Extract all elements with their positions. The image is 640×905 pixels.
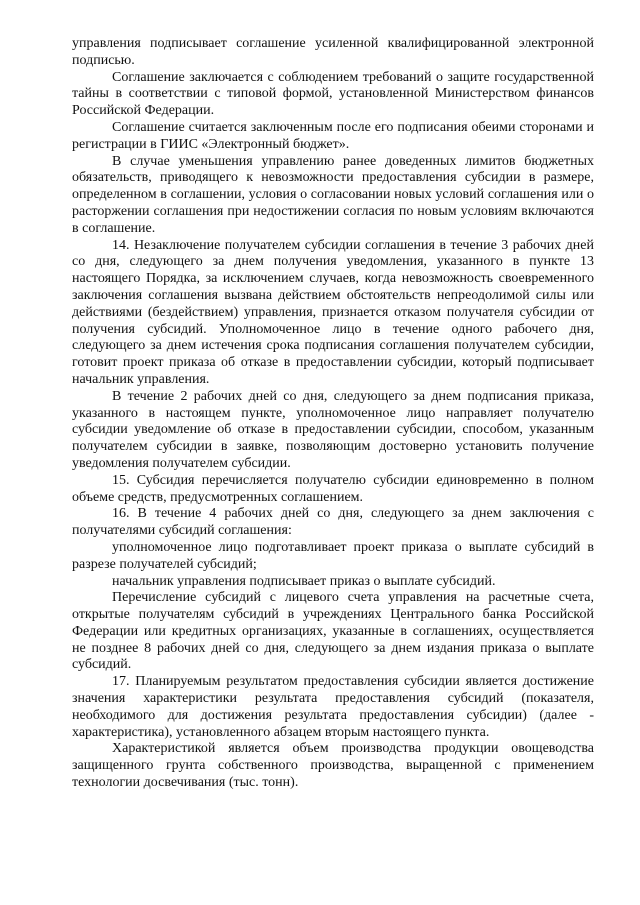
paragraph-item-15: 15. Субсидия перечисляется получателю субсидии единовременно в полном объеме средств, предусмотренных соглашением. bbox=[72, 472, 594, 505]
paragraph-state-secret: Соглашение заключается с соблюдением требований о защите государственной тайны в соответствии с типовой формой, установленной Министерством финансов Российской Федерации. bbox=[72, 69, 594, 119]
paragraph-sign-order: начальник управления подписывает приказ о выплате субсидий. bbox=[112, 573, 496, 589]
paragraph-draft-order: уполномоченное лицо подготавливает проект приказа о выплате субсидий в разрезе получателей субсидий; bbox=[72, 539, 594, 572]
paragraph-limits-reduction: В случае уменьшения управлению ранее доведенных лимитов бюджетных обязательств, приводящего к невозможности предоставления субсидии в размере, определенном в соглашении, условия о согласовании новых условий соглашения или о расторжении соглашения при недостижении согласия по новым условиям включаются в соглашение. bbox=[72, 153, 594, 236]
paragraph-signature-continuation: управления подписывает соглашение усиленной квалифицированной электронной подписью. bbox=[72, 36, 594, 68]
paragraph-item-14: 14. Незаключение получателем субсидии соглашения в течение 3 рабочих дней со дня, следующего за днем получения уведомления, указанного в пункте 13 настоящего Порядка, за исключением случаев, когда невозможность своевременного заключения соглашения вызвана действием обстоятельств непреодолимой силы или действиями (бездействием) управления, признается отказом получателя субсидии от получения субсидий. Уполномоченное лицо в течение одного рабочего дня, следующего за днем истечения срока подписания соглашения получателем субсидии, готовит проект приказа об отказе в предоставлении субсидии, который подписывает начальник управления. bbox=[72, 237, 594, 387]
paragraph-item-17: 17. Планируемым результатом предоставления субсидии является достижение значения характеристики результата предоставления субсидий (показателя, необходимого для достижения результата предоставления субсидии) (далее - характеристика), установленного абзацем вторым настоящего пункта. bbox=[72, 674, 594, 740]
paragraph-item-16: 16. В течение 4 рабочих дней со дня, следующего за днем заключения с получателями субсидий соглашения: bbox=[72, 506, 594, 539]
paragraph-transfer: Перечисление субсидий с лицевого счета управления на расчетные счета, открытые получателям субсидий в учреждениях Центрального банка Российской Федерации или кредитных организациях, указанные в соглашениях, осуществляется не позднее 8 рабочих дней со дня, следующего за днем издания приказа о выплате субсидий. bbox=[72, 590, 594, 673]
document-body bbox=[72, 36, 594, 792]
paragraph-agreement-concluded: Соглашение считается заключенным после его подписания обеими сторонами и регистрации в ГИИС «Электронный бюджет». bbox=[72, 119, 594, 152]
paragraph-characteristic: Характеристикой является объем производства продукции овощеводства защищенного грунта собственного производства, выращенной с применением технологии досвечивания (тыс. тонн). bbox=[72, 741, 594, 791]
paragraph-refusal-notice: В течение 2 рабочих дней со дня, следующего за днем подписания приказа, указанного в настоящем пункте, уполномоченное лицо направляет получателю субсидии уведомление об отказе в предоставлении субсидии, способом, указанным получателем субсидии в заявке, позволяющим достоверно установить получение уведомления получателем субсидии. bbox=[72, 388, 594, 471]
